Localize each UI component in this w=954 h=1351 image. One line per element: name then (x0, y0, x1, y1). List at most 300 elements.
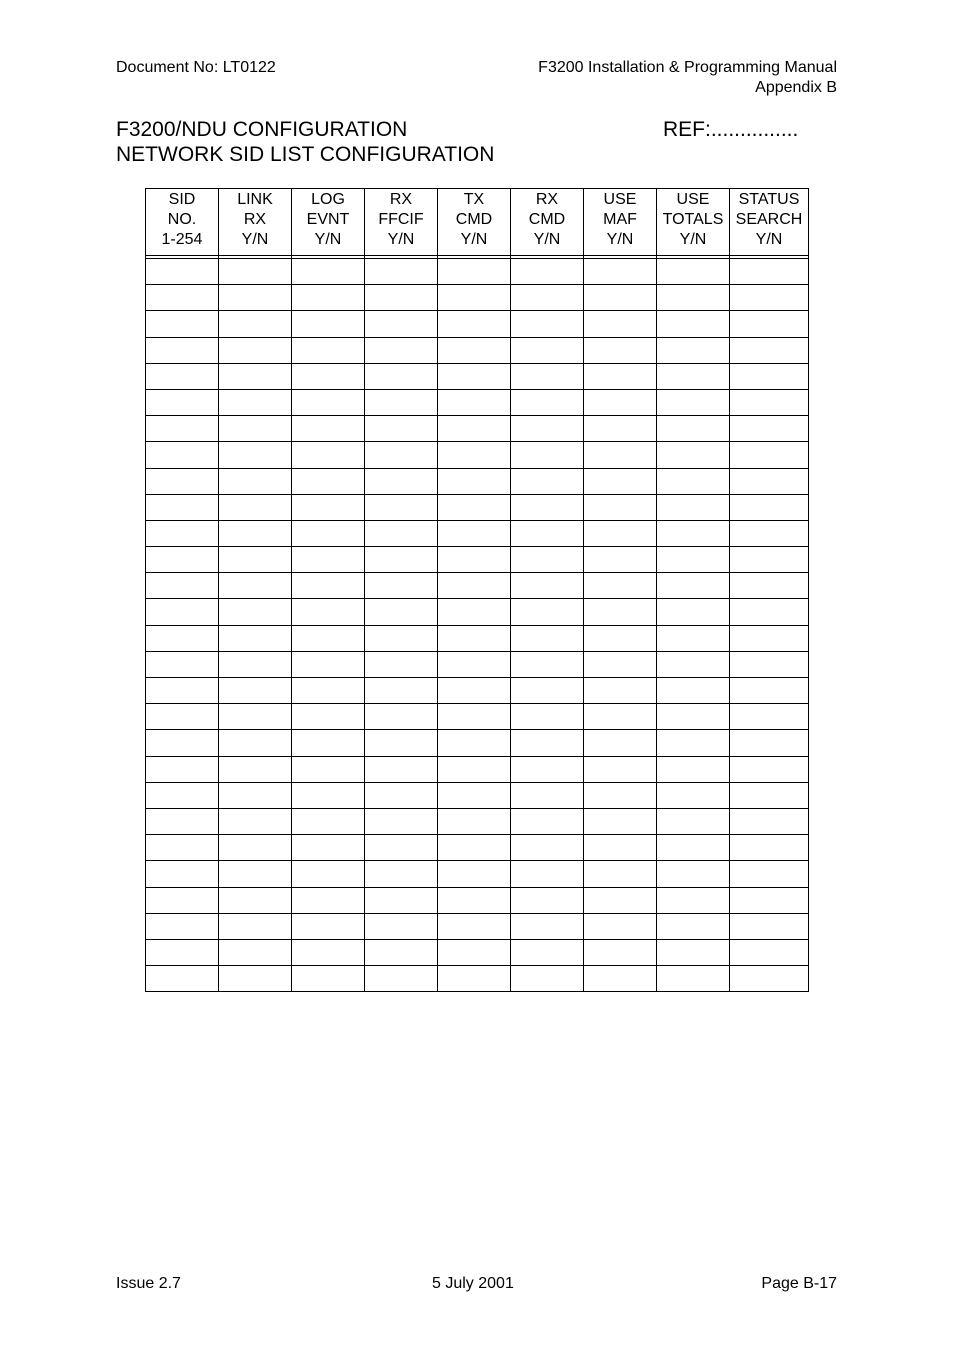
entry-cell[interactable] (730, 363, 809, 389)
entry-cell[interactable] (657, 573, 730, 599)
entry-cell[interactable] (146, 363, 219, 389)
table-row (146, 678, 809, 704)
entry-cell[interactable] (511, 835, 584, 861)
entry-cell[interactable] (365, 389, 438, 415)
entry-cell[interactable] (219, 494, 292, 520)
entry-cell[interactable] (292, 599, 365, 625)
column-header (219, 189, 292, 256)
column-header-line: Y/N (533, 231, 561, 248)
entry-cell[interactable] (730, 573, 809, 599)
entry-cell[interactable] (438, 913, 511, 939)
entry-cell[interactable] (146, 913, 219, 939)
entry-cell[interactable] (511, 573, 584, 599)
entry-cell[interactable] (511, 468, 584, 494)
entry-cell[interactable] (365, 337, 438, 363)
entry-cell[interactable] (292, 363, 365, 389)
table-row (146, 730, 809, 756)
entry-cell[interactable] (511, 651, 584, 677)
entry-cell[interactable] (219, 311, 292, 337)
column-header-line: RX (389, 191, 413, 208)
entry-cell[interactable] (657, 416, 730, 442)
entry-cell[interactable] (730, 861, 809, 887)
column-header-line: TX (463, 191, 485, 208)
entry-cell[interactable] (438, 494, 511, 520)
entry-cell[interactable] (584, 887, 657, 913)
entry-cell[interactable] (219, 651, 292, 677)
table-row (146, 363, 809, 389)
entry-cell[interactable] (365, 259, 438, 285)
entry-cell[interactable] (584, 599, 657, 625)
entry-cell[interactable] (584, 756, 657, 782)
entry-cell[interactable] (584, 678, 657, 704)
entry-cell[interactable] (584, 442, 657, 468)
entry-cell[interactable] (730, 311, 809, 337)
entry-cell[interactable] (365, 966, 438, 992)
entry-cell[interactable] (146, 651, 219, 677)
entry-cell[interactable] (584, 704, 657, 730)
entry-cell[interactable] (365, 835, 438, 861)
table-row (146, 887, 809, 913)
column-header (146, 189, 219, 256)
entry-cell[interactable] (292, 416, 365, 442)
entry-cell[interactable] (657, 285, 730, 311)
entry-cell[interactable] (292, 756, 365, 782)
entry-cell[interactable] (365, 651, 438, 677)
entry-cell[interactable] (438, 389, 511, 415)
table-row (146, 259, 809, 285)
entry-cell[interactable] (146, 416, 219, 442)
entry-cell[interactable] (292, 520, 365, 546)
entry-cell[interactable] (657, 651, 730, 677)
entry-cell[interactable] (438, 782, 511, 808)
entry-cell[interactable] (438, 939, 511, 965)
entry-cell[interactable] (511, 913, 584, 939)
entry-cell[interactable] (365, 704, 438, 730)
entry-cell[interactable] (292, 259, 365, 285)
entry-cell[interactable] (730, 416, 809, 442)
entry-cell[interactable] (219, 678, 292, 704)
entry-cell[interactable] (365, 939, 438, 965)
entry-cell[interactable] (146, 625, 219, 651)
entry-cell[interactable] (730, 678, 809, 704)
entry-cell[interactable] (584, 939, 657, 965)
entry-cell[interactable] (146, 782, 219, 808)
appendix-label: Appendix B (755, 79, 837, 96)
issue-number: Issue 2.7 (116, 1275, 181, 1292)
column-header-line: CMD (528, 211, 566, 228)
entry-cell[interactable] (219, 389, 292, 415)
entry-cell[interactable] (146, 599, 219, 625)
entry-cell[interactable] (511, 966, 584, 992)
entry-cell[interactable] (511, 259, 584, 285)
entry-cell[interactable] (657, 704, 730, 730)
entry-cell[interactable] (584, 573, 657, 599)
entry-cell[interactable] (438, 651, 511, 677)
entry-cell[interactable] (657, 337, 730, 363)
entry-cell[interactable] (584, 363, 657, 389)
entry-cell[interactable] (730, 730, 809, 756)
entry-cell[interactable] (584, 625, 657, 651)
entry-cell[interactable] (438, 835, 511, 861)
issue-date: 5 July 2001 (432, 1275, 514, 1292)
table-row (146, 939, 809, 965)
entry-cell[interactable] (511, 599, 584, 625)
entry-cell[interactable] (146, 678, 219, 704)
entry-cell[interactable] (438, 337, 511, 363)
entry-cell[interactable] (292, 887, 365, 913)
entry-cell[interactable] (365, 782, 438, 808)
entry-cell[interactable] (292, 966, 365, 992)
entry-cell[interactable] (438, 730, 511, 756)
column-header (730, 189, 809, 256)
entry-cell[interactable] (146, 285, 219, 311)
entry-cell[interactable] (584, 730, 657, 756)
entry-cell[interactable] (146, 468, 219, 494)
entry-cell[interactable] (511, 861, 584, 887)
entry-cell[interactable] (657, 363, 730, 389)
entry-cell[interactable] (292, 730, 365, 756)
entry-cell[interactable] (365, 285, 438, 311)
entry-cell[interactable] (584, 651, 657, 677)
entry-cell[interactable] (219, 442, 292, 468)
entry-cell[interactable] (511, 285, 584, 311)
entry-cell[interactable] (657, 939, 730, 965)
table-row (146, 704, 809, 730)
entry-cell[interactable] (511, 389, 584, 415)
entry-cell[interactable] (292, 651, 365, 677)
entry-cell[interactable] (511, 520, 584, 546)
entry-cell[interactable] (730, 389, 809, 415)
entry-cell[interactable] (292, 573, 365, 599)
column-header-line: Y/N (606, 231, 634, 248)
entry-cell[interactable] (584, 547, 657, 573)
entry-cell[interactable] (365, 913, 438, 939)
entry-cell[interactable] (219, 337, 292, 363)
entry-cell[interactable] (730, 913, 809, 939)
entry-cell[interactable] (292, 913, 365, 939)
entry-cell[interactable] (438, 468, 511, 494)
entry-cell[interactable] (146, 939, 219, 965)
entry-cell[interactable] (438, 756, 511, 782)
entry-cell[interactable] (730, 337, 809, 363)
entry-cell[interactable] (657, 678, 730, 704)
entry-cell[interactable] (657, 442, 730, 468)
entry-cell[interactable] (146, 808, 219, 834)
entry-cell[interactable] (292, 311, 365, 337)
entry-cell[interactable] (438, 861, 511, 887)
table-row (146, 756, 809, 782)
entry-cell[interactable] (219, 599, 292, 625)
entry-cell[interactable] (511, 442, 584, 468)
entry-cell[interactable] (438, 363, 511, 389)
table-row (146, 468, 809, 494)
entry-cell[interactable] (365, 678, 438, 704)
table-row (146, 494, 809, 520)
entry-cell[interactable] (365, 468, 438, 494)
table-row (146, 966, 809, 992)
page-subtitle: NETWORK SID LIST CONFIGURATION (116, 143, 495, 166)
entry-cell[interactable] (365, 730, 438, 756)
entry-cell[interactable] (146, 520, 219, 546)
column-header-line: FFCIF (378, 211, 424, 228)
entry-cell[interactable] (219, 887, 292, 913)
entry-cell[interactable] (657, 966, 730, 992)
entry-cell[interactable] (219, 625, 292, 651)
entry-cell[interactable] (584, 808, 657, 834)
table-row (146, 311, 809, 337)
entry-cell[interactable] (438, 311, 511, 337)
entry-cell[interactable] (730, 808, 809, 834)
entry-cell[interactable] (730, 782, 809, 808)
entry-cell[interactable] (657, 599, 730, 625)
entry-cell[interactable] (292, 625, 365, 651)
entry-cell[interactable] (438, 599, 511, 625)
entry-cell[interactable] (292, 782, 365, 808)
entry-cell[interactable] (219, 808, 292, 834)
entry-cell[interactable] (511, 547, 584, 573)
entry-cell[interactable] (146, 547, 219, 573)
entry-cell[interactable] (219, 285, 292, 311)
entry-cell[interactable] (219, 520, 292, 546)
entry-cell[interactable] (438, 416, 511, 442)
entry-cell[interactable] (584, 966, 657, 992)
entry-cell[interactable] (219, 259, 292, 285)
entry-cell[interactable] (365, 887, 438, 913)
page-title: F3200/NDU CONFIGURATION (116, 118, 408, 141)
entry-cell[interactable] (584, 468, 657, 494)
entry-cell[interactable] (438, 573, 511, 599)
entry-cell[interactable] (219, 966, 292, 992)
column-header (438, 189, 511, 256)
entry-cell[interactable] (657, 730, 730, 756)
entry-cell[interactable] (365, 808, 438, 834)
entry-cell[interactable] (292, 861, 365, 887)
page-number: Page B-17 (761, 1275, 837, 1292)
entry-cell[interactable] (292, 389, 365, 415)
column-header-line: Y/N (755, 231, 783, 248)
entry-cell[interactable] (584, 285, 657, 311)
entry-cell[interactable] (365, 520, 438, 546)
entry-cell[interactable] (730, 939, 809, 965)
entry-cell[interactable] (219, 416, 292, 442)
entry-cell[interactable] (438, 259, 511, 285)
entry-cell[interactable] (146, 442, 219, 468)
entry-cell[interactable] (657, 913, 730, 939)
entry-cell[interactable] (219, 547, 292, 573)
table-row (146, 913, 809, 939)
entry-cell[interactable] (146, 573, 219, 599)
column-header-line: Y/N (314, 231, 342, 248)
entry-cell[interactable] (730, 887, 809, 913)
entry-cell[interactable] (219, 468, 292, 494)
entry-cell[interactable] (511, 494, 584, 520)
entry-cell[interactable] (292, 704, 365, 730)
entry-cell[interactable] (511, 808, 584, 834)
entry-cell[interactable] (657, 494, 730, 520)
entry-cell[interactable] (219, 913, 292, 939)
entry-cell[interactable] (219, 861, 292, 887)
entry-cell[interactable] (730, 651, 809, 677)
entry-cell[interactable] (730, 625, 809, 651)
entry-cell[interactable] (146, 756, 219, 782)
entry-cell[interactable] (292, 285, 365, 311)
entry-cell[interactable] (365, 547, 438, 573)
entry-cell[interactable] (657, 520, 730, 546)
entry-cell[interactable] (292, 468, 365, 494)
entry-cell[interactable] (438, 520, 511, 546)
entry-cell[interactable] (730, 520, 809, 546)
entry-cell[interactable] (657, 625, 730, 651)
table-row (146, 835, 809, 861)
entry-cell[interactable] (584, 861, 657, 887)
entry-cell[interactable] (438, 704, 511, 730)
entry-cell[interactable] (657, 835, 730, 861)
entry-cell[interactable] (657, 311, 730, 337)
entry-cell[interactable] (438, 966, 511, 992)
entry-cell[interactable] (730, 494, 809, 520)
entry-cell[interactable] (730, 547, 809, 573)
table-row (146, 808, 809, 834)
entry-cell[interactable] (219, 756, 292, 782)
entry-cell[interactable] (365, 363, 438, 389)
table-row (146, 389, 809, 415)
entry-cell[interactable] (657, 887, 730, 913)
entry-cell[interactable] (657, 389, 730, 415)
entry-cell[interactable] (146, 494, 219, 520)
entry-cell[interactable] (438, 808, 511, 834)
entry-cell[interactable] (365, 416, 438, 442)
entry-cell[interactable] (730, 599, 809, 625)
entry-cell[interactable] (511, 939, 584, 965)
entry-cell[interactable] (730, 966, 809, 992)
entry-cell[interactable] (365, 756, 438, 782)
entry-cell[interactable] (730, 259, 809, 285)
entry-cell[interactable] (511, 704, 584, 730)
entry-cell[interactable] (292, 547, 365, 573)
entry-cell[interactable] (657, 756, 730, 782)
entry-cell[interactable] (657, 861, 730, 887)
entry-cell[interactable] (146, 835, 219, 861)
column-header-line: Y/N (241, 231, 269, 248)
entry-cell[interactable] (292, 678, 365, 704)
entry-cell[interactable] (730, 442, 809, 468)
entry-cell[interactable] (146, 259, 219, 285)
entry-cell[interactable] (219, 573, 292, 599)
entry-cell[interactable] (146, 730, 219, 756)
entry-cell[interactable] (584, 416, 657, 442)
entry-cell[interactable] (657, 808, 730, 834)
table-row (146, 547, 809, 573)
column-header-line: 1-254 (161, 231, 203, 248)
entry-cell[interactable] (292, 835, 365, 861)
entry-cell[interactable] (438, 547, 511, 573)
entry-cell[interactable] (438, 442, 511, 468)
entry-cell[interactable] (730, 285, 809, 311)
entry-cell[interactable] (511, 730, 584, 756)
table-row (146, 573, 809, 599)
entry-cell[interactable] (584, 494, 657, 520)
column-header-line: Y/N (679, 231, 707, 248)
entry-cell[interactable] (292, 442, 365, 468)
entry-cell[interactable] (511, 337, 584, 363)
entry-cell[interactable] (511, 416, 584, 442)
entry-cell[interactable] (365, 573, 438, 599)
manual-title: F3200 Installation & Programming Manual (538, 59, 837, 76)
entry-cell[interactable] (146, 966, 219, 992)
entry-cell[interactable] (657, 259, 730, 285)
entry-cell[interactable] (219, 730, 292, 756)
column-header (657, 189, 730, 256)
entry-cell[interactable] (365, 311, 438, 337)
document-number: Document No: LT0122 (116, 59, 276, 76)
column-header (292, 189, 365, 256)
table-row (146, 599, 809, 625)
entry-cell[interactable] (584, 389, 657, 415)
entry-cell[interactable] (730, 468, 809, 494)
entry-cell[interactable] (219, 939, 292, 965)
entry-cell[interactable] (219, 704, 292, 730)
entry-cell[interactable] (511, 363, 584, 389)
entry-cell[interactable] (146, 861, 219, 887)
entry-cell[interactable] (584, 835, 657, 861)
entry-cell[interactable] (584, 337, 657, 363)
column-header-line: MAF (603, 211, 637, 228)
entry-cell[interactable] (146, 704, 219, 730)
entry-cell[interactable] (292, 494, 365, 520)
entry-cell[interactable] (292, 939, 365, 965)
entry-cell[interactable] (146, 337, 219, 363)
entry-cell[interactable] (146, 887, 219, 913)
entry-cell[interactable] (438, 625, 511, 651)
entry-cell[interactable] (365, 625, 438, 651)
entry-cell[interactable] (511, 625, 584, 651)
entry-cell[interactable] (511, 782, 584, 808)
column-header-line: RX (243, 211, 267, 228)
entry-cell[interactable] (511, 311, 584, 337)
entry-cell[interactable] (438, 887, 511, 913)
column-header-line: EVNT (306, 211, 350, 228)
entry-cell[interactable] (365, 599, 438, 625)
entry-cell[interactable] (146, 311, 219, 337)
entry-cell[interactable] (292, 337, 365, 363)
entry-cell[interactable] (365, 494, 438, 520)
entry-cell[interactable] (292, 808, 365, 834)
entry-cell[interactable] (438, 678, 511, 704)
entry-cell[interactable] (730, 756, 809, 782)
entry-cell[interactable] (365, 442, 438, 468)
column-header-line: LOG (311, 191, 345, 208)
entry-cell[interactable] (657, 547, 730, 573)
entry-cell[interactable] (219, 835, 292, 861)
entry-cell[interactable] (219, 782, 292, 808)
entry-cell[interactable] (511, 678, 584, 704)
entry-cell[interactable] (584, 311, 657, 337)
entry-cell[interactable] (511, 756, 584, 782)
entry-cell[interactable] (730, 704, 809, 730)
entry-cell[interactable] (511, 887, 584, 913)
entry-cell[interactable] (584, 913, 657, 939)
entry-cell[interactable] (365, 861, 438, 887)
entry-cell[interactable] (146, 389, 219, 415)
entry-cell[interactable] (584, 259, 657, 285)
entry-cell[interactable] (219, 363, 292, 389)
entry-cell[interactable] (657, 782, 730, 808)
entry-cell[interactable] (730, 835, 809, 861)
entry-cell[interactable] (657, 468, 730, 494)
entry-cell[interactable] (584, 520, 657, 546)
entry-cell[interactable] (584, 782, 657, 808)
entry-cell[interactable] (438, 285, 511, 311)
